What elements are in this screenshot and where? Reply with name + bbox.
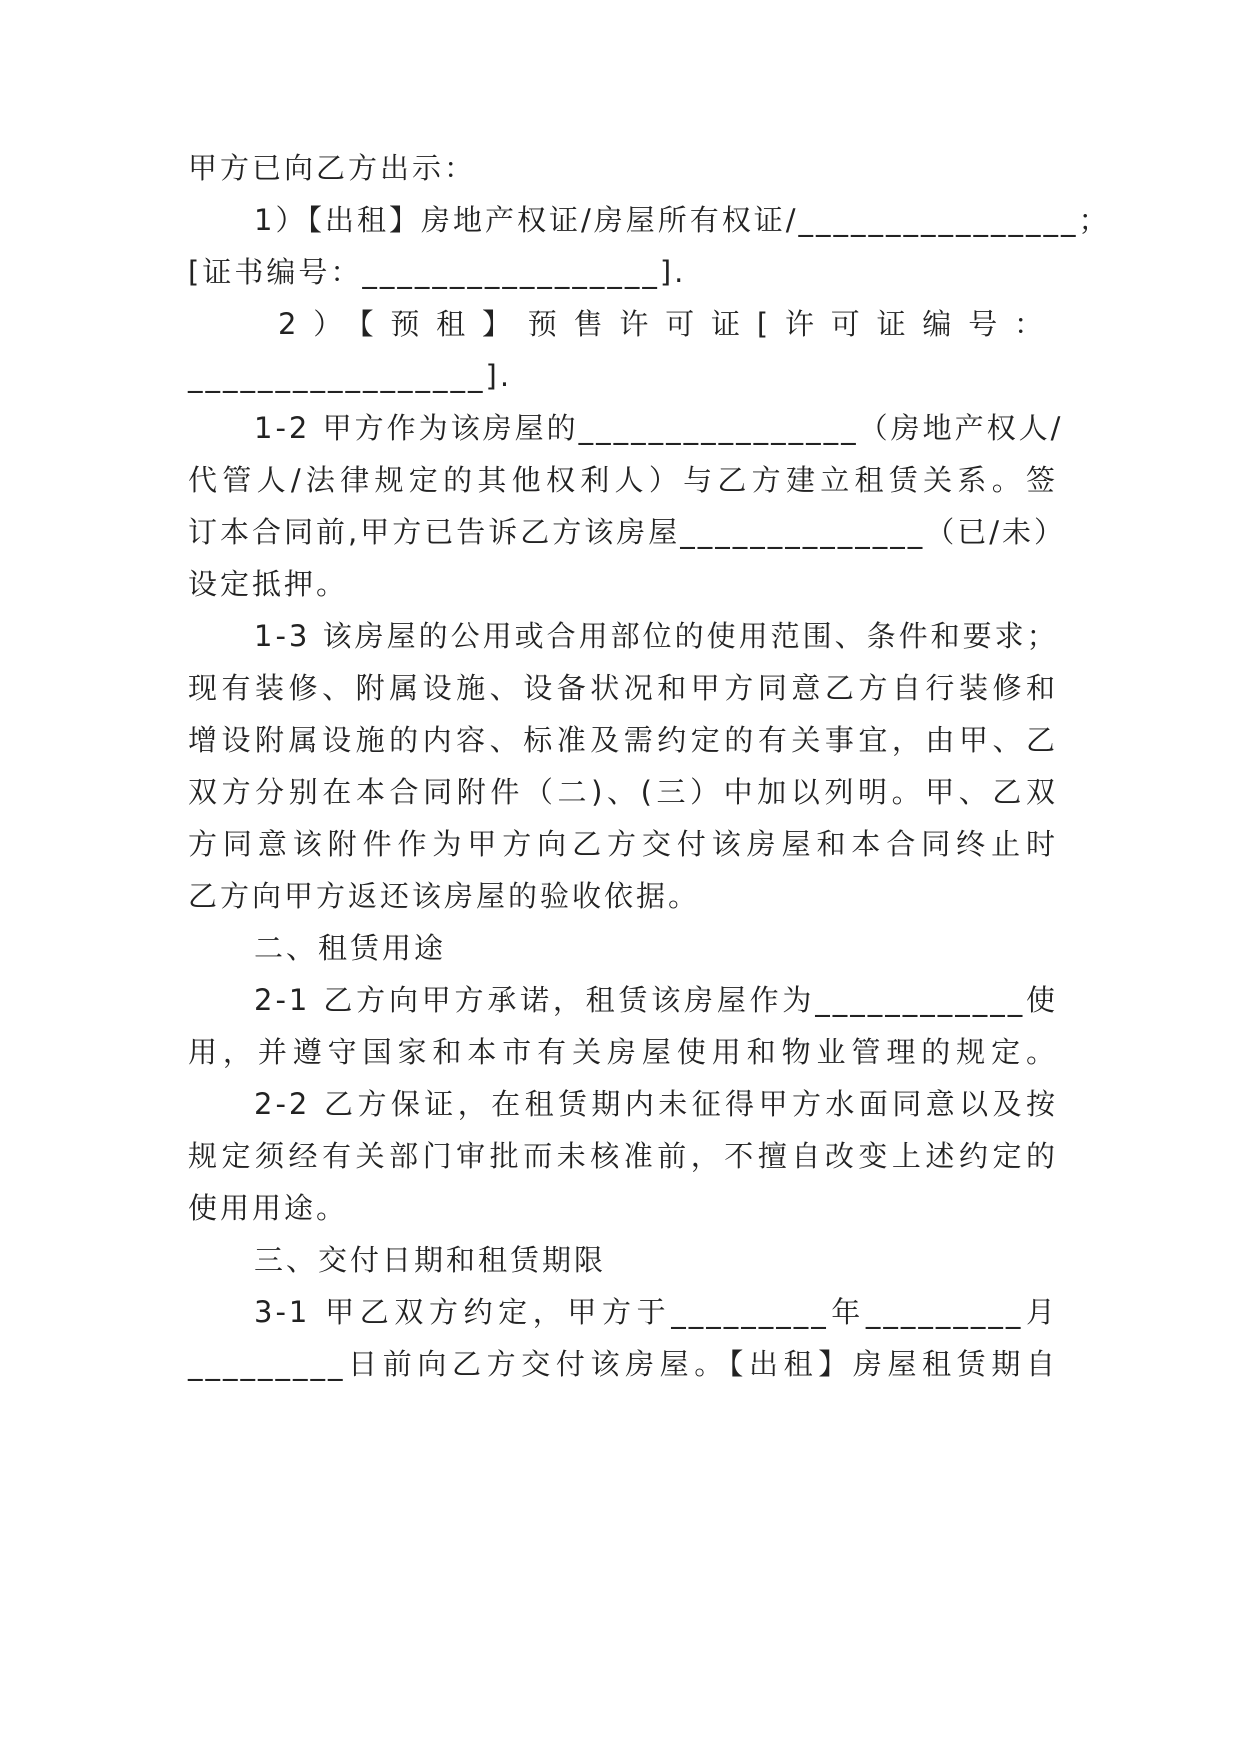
text-line: _________日前向乙方交付该房屋。【出租】房屋租赁期自 bbox=[188, 1347, 1058, 1381]
text-line: 方同意该附件作为甲方向乙方交付该房屋和本合同终止时 bbox=[188, 827, 1058, 861]
text-line: 1-2 甲方作为该房屋的________________（房地产权人/ bbox=[254, 411, 1064, 445]
text-line: 增设附属设施的内容、标准及需约定的有关事宜，由甲、乙 bbox=[188, 723, 1058, 757]
section-heading: 三、交付日期和租赁期限 bbox=[254, 1243, 607, 1277]
text-line: 订本合同前,甲方已告诉乙方该房屋______________（已/未） bbox=[188, 515, 1066, 549]
text-line: 2-1 乙方向甲方承诺，租赁该房屋作为____________使 bbox=[254, 983, 1058, 1017]
text-line: 设定抵押。 bbox=[188, 567, 349, 601]
text-line: 甲方已向乙方出示： bbox=[188, 151, 477, 185]
text-line: 使用用途。 bbox=[188, 1191, 349, 1225]
text-line: 代管人/法律规定的其他权利人）与乙方建立租赁关系。签 bbox=[188, 463, 1058, 497]
text-line: 现有装修、附属设施、设备状况和甲方同意乙方自行装修和 bbox=[188, 671, 1058, 705]
text-line: 3-1 甲乙双方约定，甲方于_________年_________月 bbox=[254, 1295, 1058, 1329]
text-line: 用，并遵守国家和本市有关房屋使用和物业管理的规定。 bbox=[188, 1035, 1058, 1069]
text-line: 规定须经有关部门审批而未核准前，不擅自改变上述约定的 bbox=[188, 1139, 1058, 1173]
text-line: 2）【预租】预售许可证[许可证编号： bbox=[278, 307, 1058, 341]
text-line: _________________]. bbox=[188, 359, 513, 393]
text-line: 2-2 乙方保证，在租赁期内未征得甲方水面同意以及按 bbox=[254, 1087, 1058, 1121]
text-line: 乙方向甲方返还该房屋的验收依据。 bbox=[188, 879, 701, 913]
text-line: 1）【出租】房地产权证/房屋所有权证/________________； bbox=[254, 203, 1111, 237]
text-line: 1-3 该房屋的公用或合用部位的使用范围、条件和要求； bbox=[254, 619, 1059, 653]
text-line: [证书编号：_________________]. bbox=[188, 255, 687, 289]
section-heading: 二、租赁用途 bbox=[254, 931, 447, 965]
text-line: 双方分别在本合同附件（二)、(三）中加以列明。甲、乙双 bbox=[188, 775, 1058, 809]
